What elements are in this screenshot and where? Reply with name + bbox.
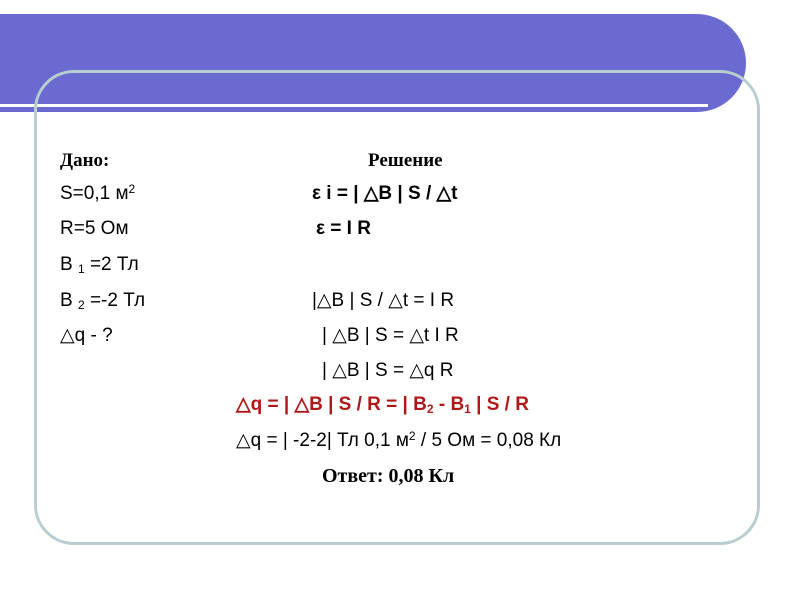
given-b2: B 2 =-2 Тл	[60, 290, 146, 312]
given-unknown: △q - ?	[60, 325, 113, 346]
given-title: Дано:	[60, 150, 110, 171]
answer: Ответ: 0,08 Кл	[322, 465, 455, 487]
equation-6: △q = | △B | S / R = | B2 - B1 | S / R	[236, 394, 529, 416]
equation-5: | △B | S = △q R	[322, 360, 454, 381]
equation-2: ε = I R	[316, 218, 371, 239]
given-b1: B 1 =2 Тл	[60, 254, 139, 276]
given-resistance: R=5 Ом	[60, 218, 129, 239]
equation-3: |△B | S / △t = I R	[312, 290, 455, 311]
equation-4: | △B | S = △t I R	[322, 325, 459, 346]
equation-1: ε i = | △B | S / △t	[312, 183, 458, 204]
solution-title: Решение	[368, 150, 443, 171]
given-area: S=0,1 $м^2$	[60, 182, 136, 204]
equation-7: △q = | -2-2| Тл 0,1 $м^2 / 5$ Ом = 0,08 Кл	[236, 429, 562, 451]
